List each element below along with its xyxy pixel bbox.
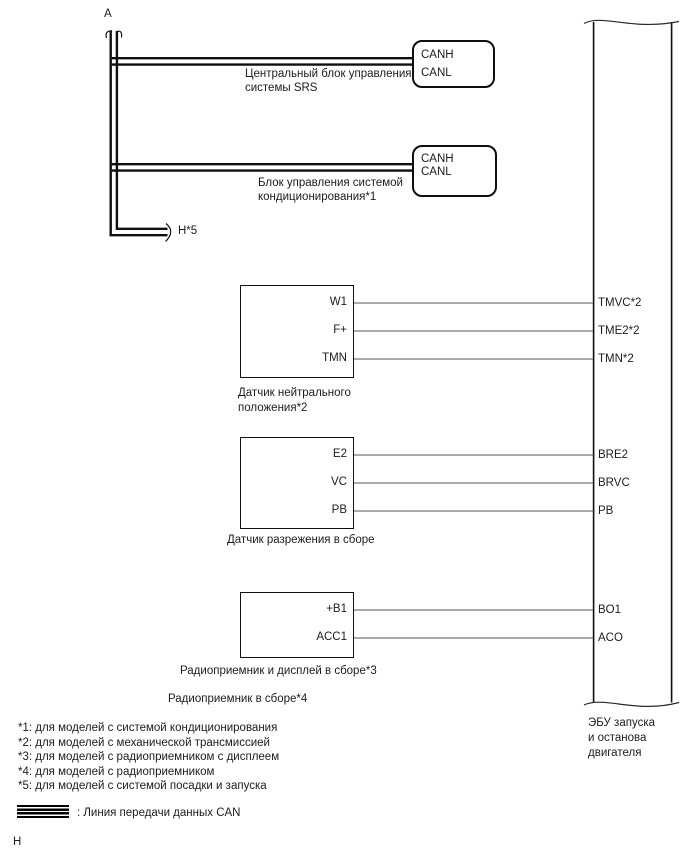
neutral-sensor-pin-w1: W1 (329, 296, 347, 308)
ecu-pin-aco: ACO (598, 632, 623, 644)
bus-stub-end-hook (166, 224, 171, 242)
ecu-label-line3: двигателя (588, 747, 642, 759)
ecu-top-wavy-edge (584, 20, 679, 24)
neutral-sensor-label-line2: положения*2 (238, 402, 308, 414)
ecu-pin-bo1: BO1 (598, 604, 622, 616)
ecu-label (588, 716, 655, 761)
vacuum-sensor-pin-pb: PB (331, 504, 347, 516)
can-bus-outer-line (111, 31, 168, 235)
vacuum-sensor-label: Датчик разрежения в сборе (227, 534, 375, 546)
ecu-pin-brvc: BRVC (598, 477, 630, 489)
ecu-label-line2: и останова (588, 732, 647, 744)
vacuum-sensor-pin-vc: VC (331, 476, 347, 488)
radio-display-box (240, 592, 354, 658)
footnote-3: *3: для моделей с радиоприемником с дисплеем (18, 751, 280, 764)
srs-connector-label-line1: Центральный блок управления (245, 68, 412, 80)
can-stub-label: Н*5 (178, 225, 198, 237)
srs-pin-canh: CANH (421, 49, 454, 61)
ac-connector-label-line2: кондиционирования*1 (258, 191, 377, 203)
ac-connector-box (412, 145, 497, 197)
srs-connector-box (412, 40, 495, 88)
can-bus-lines (111, 31, 413, 235)
neutral-sensor-label-line1: Датчик нейтрального (238, 387, 351, 399)
srs-connector-label (245, 67, 412, 95)
footnote-1: *1: для моделей с системой кондиционирования (18, 722, 278, 734)
ecu-label-line1: ЭБУ запуска (588, 717, 655, 729)
can-line-icon (17, 805, 69, 818)
neutral-sensor-box (240, 285, 354, 378)
ac-connector-label-line1: Блок управления системой (258, 177, 403, 189)
ac-pin-canh: CANH (421, 153, 454, 165)
legend-text: : Линия передачи данных CAN (77, 807, 241, 819)
srs-pin-canl: CANL (421, 67, 452, 79)
ecu-pin-tmn: TMN*2 (598, 353, 634, 365)
srs-connector-label-line2: системы SRS (245, 82, 318, 94)
neutral-sensor-label (238, 386, 351, 416)
section-marker-bottom: Н (13, 836, 22, 848)
footnotes (18, 721, 279, 794)
ecu-pin-pb: PB (598, 505, 614, 517)
radio-pin-b1: +B1 (326, 603, 347, 615)
radio-assembly-label: Радиоприемник в сборе*4 (168, 693, 308, 705)
vacuum-sensor-pin-e2: E2 (332, 448, 347, 460)
section-marker-top: A (104, 8, 112, 20)
footnote-2: *2: для моделей с механической трансмиссией (18, 736, 270, 749)
neutral-sensor-pin-tmn: TMN (322, 352, 347, 364)
radio-display-label: Радиоприемник и дисплей в сборе*3 (180, 665, 377, 677)
footnote-5: *5: для моделей с системой посадки и запуска (18, 780, 267, 793)
footnote-4: *4: для моделей с радиоприемником (18, 765, 215, 778)
neutral-sensor-pin-fplus: F+ (333, 324, 347, 336)
signal-wires (354, 303, 593, 638)
ac-pin-canl: CANL (421, 166, 452, 178)
ecu-pin-tmvc: TMVC*2 (598, 297, 642, 309)
ecu-pin-bre2: BRE2 (598, 449, 629, 461)
can-bus-inner-line (117, 31, 168, 229)
ecu-pin-tme2: TME2*2 (598, 325, 640, 337)
radio-pin-acc1: ACC1 (316, 631, 347, 643)
ac-connector-label (258, 176, 403, 204)
ecu-bottom-wavy-edge (584, 702, 679, 706)
vacuum-sensor-box (240, 437, 354, 529)
